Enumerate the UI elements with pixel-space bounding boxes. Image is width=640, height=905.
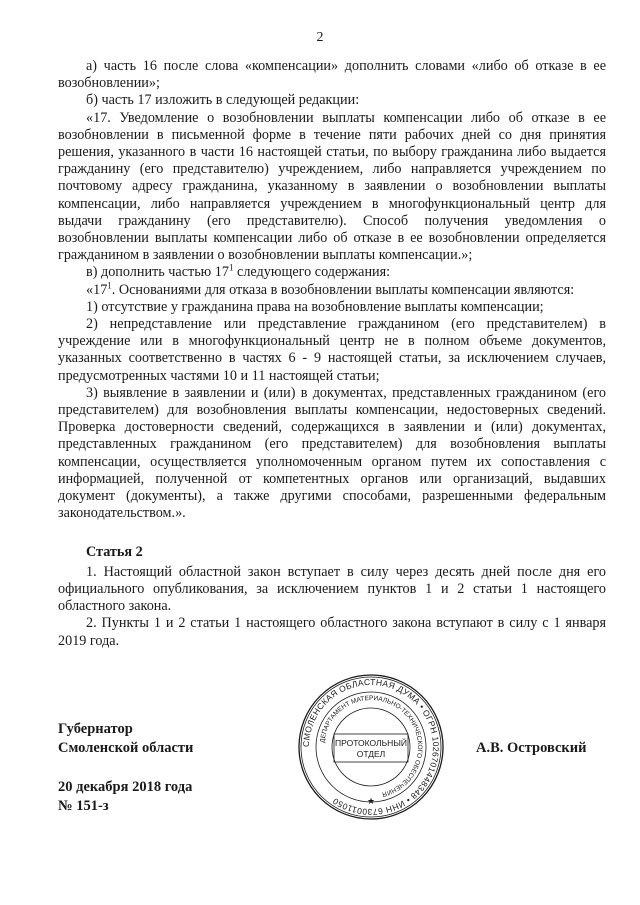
list-item-1: 1) отсутствие у гражданина права на возобновление выплаты компенсации;	[86, 298, 544, 315]
paragraph-17-1	[58, 279, 606, 299]
article-2-point-2: 2. Пункты 1 и 2 статьи 1 настоящего областного закона вступают в силу с 1 января 2019 года.	[58, 615, 606, 649]
signatory-name: А.В. Островский	[476, 740, 587, 756]
document-number: № 151-з	[58, 798, 109, 814]
article-2-point-1: 1. Настоящий областной закон вступает в силу через десять дней после дня его официального опубликования, за исключением пунктов 1 и 2 статьи 1 настоящего областного закона.	[58, 563, 606, 615]
article-heading: Статья 2	[86, 544, 143, 561]
document-date-block	[58, 778, 192, 816]
paragraph-v-text: в) дополнить частью 17	[86, 264, 229, 281]
signatory-title-line2: Смоленской области	[58, 740, 194, 756]
seal-outer-text: СМОЛЕНСКАЯ ОБЛАСТНАЯ ДУМА • ОГРН 1026701448348 • ИНН 6730011050	[300, 676, 442, 818]
seal-center-line1: ПРОТОКОЛЬНЫЙ	[335, 738, 407, 748]
paragraph-17-1-lead: «17	[86, 281, 108, 298]
document-date: 20 декабря 2018 года	[58, 779, 193, 795]
signatory-title	[58, 720, 193, 758]
paragraph-v-tail: следующего содержания:	[233, 264, 391, 281]
list-item-2: 2) непредставление или представление гражданином (его представителем) в учреждение или в многофункциональный центр не в полном объеме документов, указанных соответственно в частях 6 - 9 настоящей статьи, за исключением случаев, предусмотренных частями 10 и 11 настоящей статьи;	[58, 316, 606, 384]
seal-inner-text: ДЕПАРТАМЕНТ МАТЕРИАЛЬНО-ТЕХНИЧЕСКОГО ОБЕСПЕЧЕНИЯ	[319, 694, 424, 798]
signatory-title-line1: Губернатор	[58, 721, 133, 737]
document-body	[58, 58, 606, 650]
paragraph-17: «17. Уведомление о возобновлении выплаты компенсации либо об отказе в ее возобновлении в письменной форме в течение пяти рабочих дней со дня принятия решения, указанного в части 16 настоящей статьи, по выбору гражданина либо выдается гражданину (его представителю) учреждением, либо направляется учреждением по почтовому адресу гражданина, указанному в заявлении о возобновлении выплаты компенсации, либо направляется учреждением в многофункциональный центр для выдачи гражданину (его представителю). Способ получения уведомления о возобновлении выплаты компенсации либо об отказе в ее возобновлении определяется гражданином в заявлении о возобновлении выплаты компенсации.»;	[58, 109, 606, 264]
superscript: 1	[107, 279, 112, 290]
official-seal-stamp	[296, 672, 446, 822]
superscript: 1	[229, 262, 234, 273]
page-number: 2	[316, 30, 324, 45]
list-item-3: 3) выявление в заявлении и (или) в документах, представленных гражданином (его представителем) для возобновления выплаты компенсации, недостоверных сведений. Проверка достоверности сведений, содержащихся в заявлении и (или) документах, представленных гражданином (его представителем) для возобновления выплаты компенсации, осуществляется уполномоченным органом путем их сопоставления с информацией, полученной от компетентных органов или организаций, выдавших документ (документы), а также другими способами, разрешенными федеральным законодательством.».	[58, 384, 606, 522]
seal-star-icon: ★	[366, 796, 376, 806]
paragraph-17-1-rest: . Основаниями для отказа в возобновлении выплаты компенсации являются:	[111, 281, 575, 298]
paragraph-b: б) часть 17 изложить в следующей редакции:	[86, 92, 360, 109]
seal-center-line2: ОТДЕЛ	[356, 749, 386, 759]
paragraph-a: а) часть 16 после слова «компенсации» дополнить словами «либо об отказе в ее возобновлении»;	[58, 58, 606, 92]
paragraph-v	[58, 264, 606, 281]
